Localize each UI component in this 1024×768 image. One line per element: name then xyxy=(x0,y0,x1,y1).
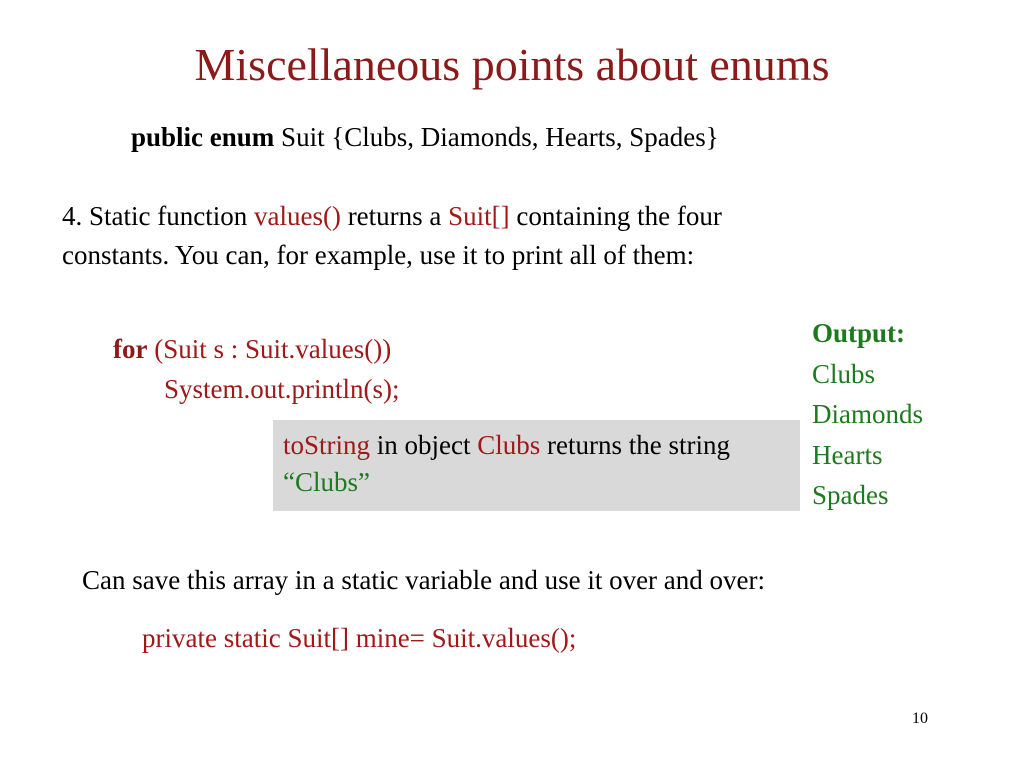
output-line: Diamonds xyxy=(812,399,923,429)
output-panel xyxy=(812,313,923,516)
page-number: 10 xyxy=(912,710,928,727)
clubs-string: “Clubs” xyxy=(283,467,370,497)
enum-body: Suit {Clubs, Diamonds, Hearts, Spades} xyxy=(274,122,719,152)
output-line: Spades xyxy=(812,480,889,510)
output-heading: Output: xyxy=(812,318,906,348)
clubs-object: Clubs xyxy=(477,430,541,460)
suit-array-type: Suit[] xyxy=(448,201,510,231)
save-array-text: Can save this array in a static variable and use it over and over: xyxy=(82,565,766,595)
loop-body: System.out.println(s); xyxy=(164,374,400,404)
values-function: values() xyxy=(253,201,341,231)
output-line: Hearts xyxy=(812,439,883,470)
output-line: Clubs xyxy=(812,358,876,389)
enum-declaration xyxy=(131,122,719,153)
point-4-text xyxy=(62,197,792,275)
point-4-tail: containing the four constants. You can, for example, use it to print all of them: xyxy=(62,201,722,270)
slide-title: Miscellaneous points about enums xyxy=(194,39,830,90)
point-4-lead: 4. Static function xyxy=(62,201,254,231)
tostring-method: toString xyxy=(283,430,371,460)
enum-keywords: public enum xyxy=(131,122,275,152)
tostring-mid-2: returns the string xyxy=(540,430,730,460)
point-4-mid: returns a xyxy=(340,201,449,231)
loop-header: (Suit s : Suit.values()) xyxy=(147,334,392,364)
tostring-note-box xyxy=(273,420,800,511)
for-loop-code xyxy=(113,329,400,409)
save-array-code: private static Suit[] mine= Suit.values(); xyxy=(142,623,577,653)
for-keyword: for xyxy=(113,334,148,364)
tostring-mid-1: in object xyxy=(370,430,478,460)
